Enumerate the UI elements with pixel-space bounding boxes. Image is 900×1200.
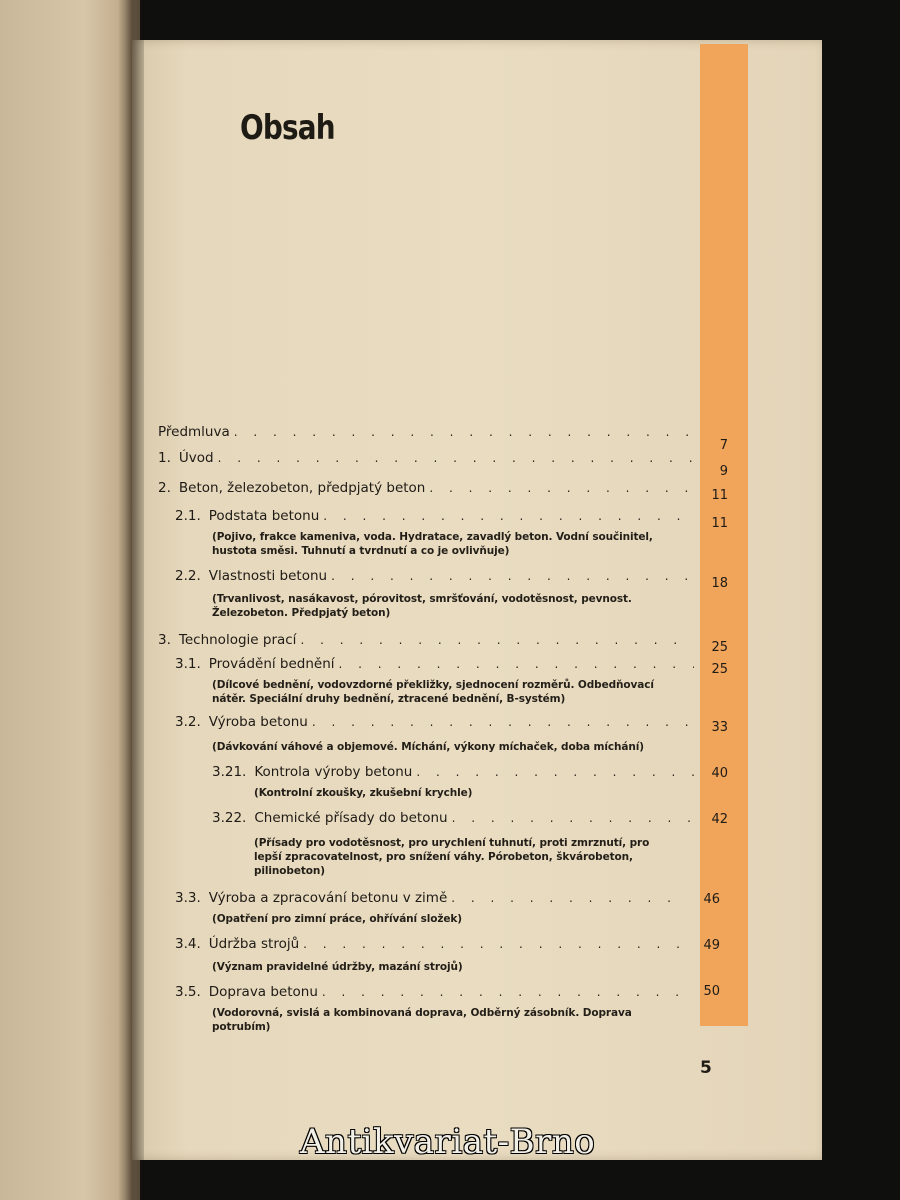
leader-dots bbox=[339, 657, 694, 671]
description-line: lepší zpracovatelnost, pro snížení váhy. Pórobeton, škvárobeton, bbox=[254, 851, 633, 863]
toc-page-udrzba: 49 bbox=[703, 938, 720, 953]
description-line: (Význam pravidelné údržby, mazání strojů) bbox=[212, 961, 463, 973]
leader-dots bbox=[312, 715, 694, 729]
toc-page-beton: 11 bbox=[711, 488, 728, 503]
page-number: 5 bbox=[700, 1058, 712, 1078]
description-line: (Vodorovná, svislá a kombinovaná doprava, Odběrný zásobník. Doprava bbox=[212, 1007, 632, 1019]
toc-number: 3.1. bbox=[175, 656, 201, 672]
toc-entry-provadeni bbox=[175, 656, 698, 676]
toc-description-kontrola bbox=[254, 786, 472, 800]
toc-label: Doprava betonu bbox=[208, 984, 318, 1000]
toc-page-uvod: 9 bbox=[719, 464, 728, 479]
toc-number: 2. bbox=[158, 480, 171, 496]
toc-entry-beton bbox=[158, 480, 698, 500]
toc-description-udrzba bbox=[212, 960, 463, 974]
toc-number: 2.1. bbox=[175, 508, 201, 524]
description-line: pilinobeton) bbox=[254, 865, 325, 877]
page-title: Obsah bbox=[240, 108, 335, 148]
toc-number: 3.22. bbox=[212, 810, 247, 826]
toc-label: Podstata betonu bbox=[208, 508, 320, 524]
toc-number: 2.2. bbox=[175, 568, 201, 584]
toc-label: Technologie prací bbox=[178, 632, 297, 648]
toc-number: 3. bbox=[158, 632, 171, 648]
leader-dots bbox=[416, 765, 694, 779]
leader-dots bbox=[218, 451, 694, 465]
toc-label: Vlastnosti betonu bbox=[208, 568, 328, 584]
toc-page-zima: 46 bbox=[703, 892, 720, 907]
description-line: (Přísady pro vodotěsnost, pro urychlení tuhnutí, proti zmrznutí, pro bbox=[254, 837, 650, 849]
toc-label: Provádění bednění bbox=[208, 656, 335, 672]
toc-label: Beton, železobeton, předpjatý beton bbox=[178, 480, 426, 496]
toc-page-provadeni: 25 bbox=[711, 662, 728, 677]
toc-entry-uvod bbox=[158, 450, 698, 470]
toc-description-chemicke bbox=[254, 836, 649, 878]
orange-accent-bar bbox=[700, 44, 748, 1026]
toc-label: Kontrola výroby betonu bbox=[254, 764, 413, 780]
toc-number: 3.2. bbox=[175, 714, 201, 730]
toc-page-vyroba: 33 bbox=[711, 720, 728, 735]
toc-entry-kontrola bbox=[212, 764, 698, 784]
toc-entry-chemicke bbox=[212, 810, 698, 830]
description-line: (Trvanlivost, nasákavost, pórovitost, smršťování, vodotěsnost, pevnost. bbox=[212, 593, 632, 605]
toc-page-doprava: 50 bbox=[703, 984, 720, 999]
leader-dots bbox=[429, 481, 694, 495]
description-line: Železobeton. Předpjatý beton) bbox=[212, 607, 391, 619]
toc-entry-technologie bbox=[158, 632, 698, 652]
toc-description-zima bbox=[212, 912, 462, 926]
toc-page-kontrola: 40 bbox=[711, 766, 728, 781]
toc-label: Chemické přísady do betonu bbox=[254, 810, 448, 826]
toc-label: Předmluva bbox=[158, 424, 230, 440]
toc-entry-vyroba bbox=[175, 714, 698, 734]
toc-entry-udrzba bbox=[175, 936, 685, 956]
description-line: hustota směsi. Tuhnutí a tvrdnutí a co je ovlivňuje) bbox=[212, 545, 510, 557]
toc-page-technologie: 25 bbox=[711, 640, 728, 655]
leader-dots bbox=[303, 937, 681, 951]
toc-entry-vlastnosti bbox=[175, 568, 698, 588]
toc-label: Úvod bbox=[178, 450, 214, 466]
book-spine bbox=[118, 0, 144, 1200]
leader-dots bbox=[451, 891, 681, 905]
toc-number: 3.5. bbox=[175, 984, 201, 1000]
toc-label: Výroba betonu bbox=[208, 714, 308, 730]
toc-entry-podstata bbox=[175, 508, 698, 528]
toc-description-vyroba bbox=[212, 740, 644, 754]
leader-dots bbox=[331, 569, 694, 583]
leader-dots bbox=[300, 633, 694, 647]
toc-page-podstata: 11 bbox=[711, 516, 728, 531]
description-line: nátěr. Speciální druhy bednění, ztracené bednění, B-systém) bbox=[212, 693, 566, 705]
description-line: potrubím) bbox=[212, 1021, 271, 1033]
description-line: (Dávkování váhové a objemové. Míchání, výkony míchaček, doba míchání) bbox=[212, 741, 644, 753]
toc-page-predmluva: 7 bbox=[719, 438, 728, 453]
leader-dots bbox=[452, 811, 694, 825]
toc-number: 3.4. bbox=[175, 936, 201, 952]
toc-number: 1. bbox=[158, 450, 171, 466]
leader-dots bbox=[322, 985, 681, 999]
toc-page-chemicke: 42 bbox=[711, 812, 728, 827]
description-line: (Kontrolní zkoušky, zkušební krychle) bbox=[254, 787, 473, 799]
toc-label: Výroba a zpracování betonu v zimě bbox=[208, 890, 448, 906]
toc-entry-zima bbox=[175, 890, 685, 910]
description-line: (Opatření pro zimní práce, ohřívání složek) bbox=[212, 913, 462, 925]
toc-entry-predmluva bbox=[158, 424, 698, 444]
toc-description-doprava bbox=[212, 1006, 632, 1034]
description-line: (Pojivo, frakce kameniva, voda. Hydratace, zavadlý beton. Vodní součinitel, bbox=[212, 531, 653, 543]
watermark-text: Antikvariat-Brno bbox=[300, 1122, 596, 1162]
toc-entry-doprava bbox=[175, 984, 685, 1004]
description-line: (Dílcové bednění, vodovzdorné překližky, sjednocení rozměrů. Odbedňovací bbox=[212, 679, 654, 691]
leader-dots bbox=[234, 425, 694, 439]
toc-number: 3.21. bbox=[212, 764, 247, 780]
toc-description-podstata bbox=[212, 530, 653, 558]
toc-description-provadeni bbox=[212, 678, 654, 706]
toc-page-vlastnosti: 18 bbox=[711, 576, 728, 591]
toc-description-vlastnosti bbox=[212, 592, 632, 620]
toc-number: 3.3. bbox=[175, 890, 201, 906]
leader-dots bbox=[323, 509, 694, 523]
toc-label: Údržba strojů bbox=[208, 936, 300, 952]
